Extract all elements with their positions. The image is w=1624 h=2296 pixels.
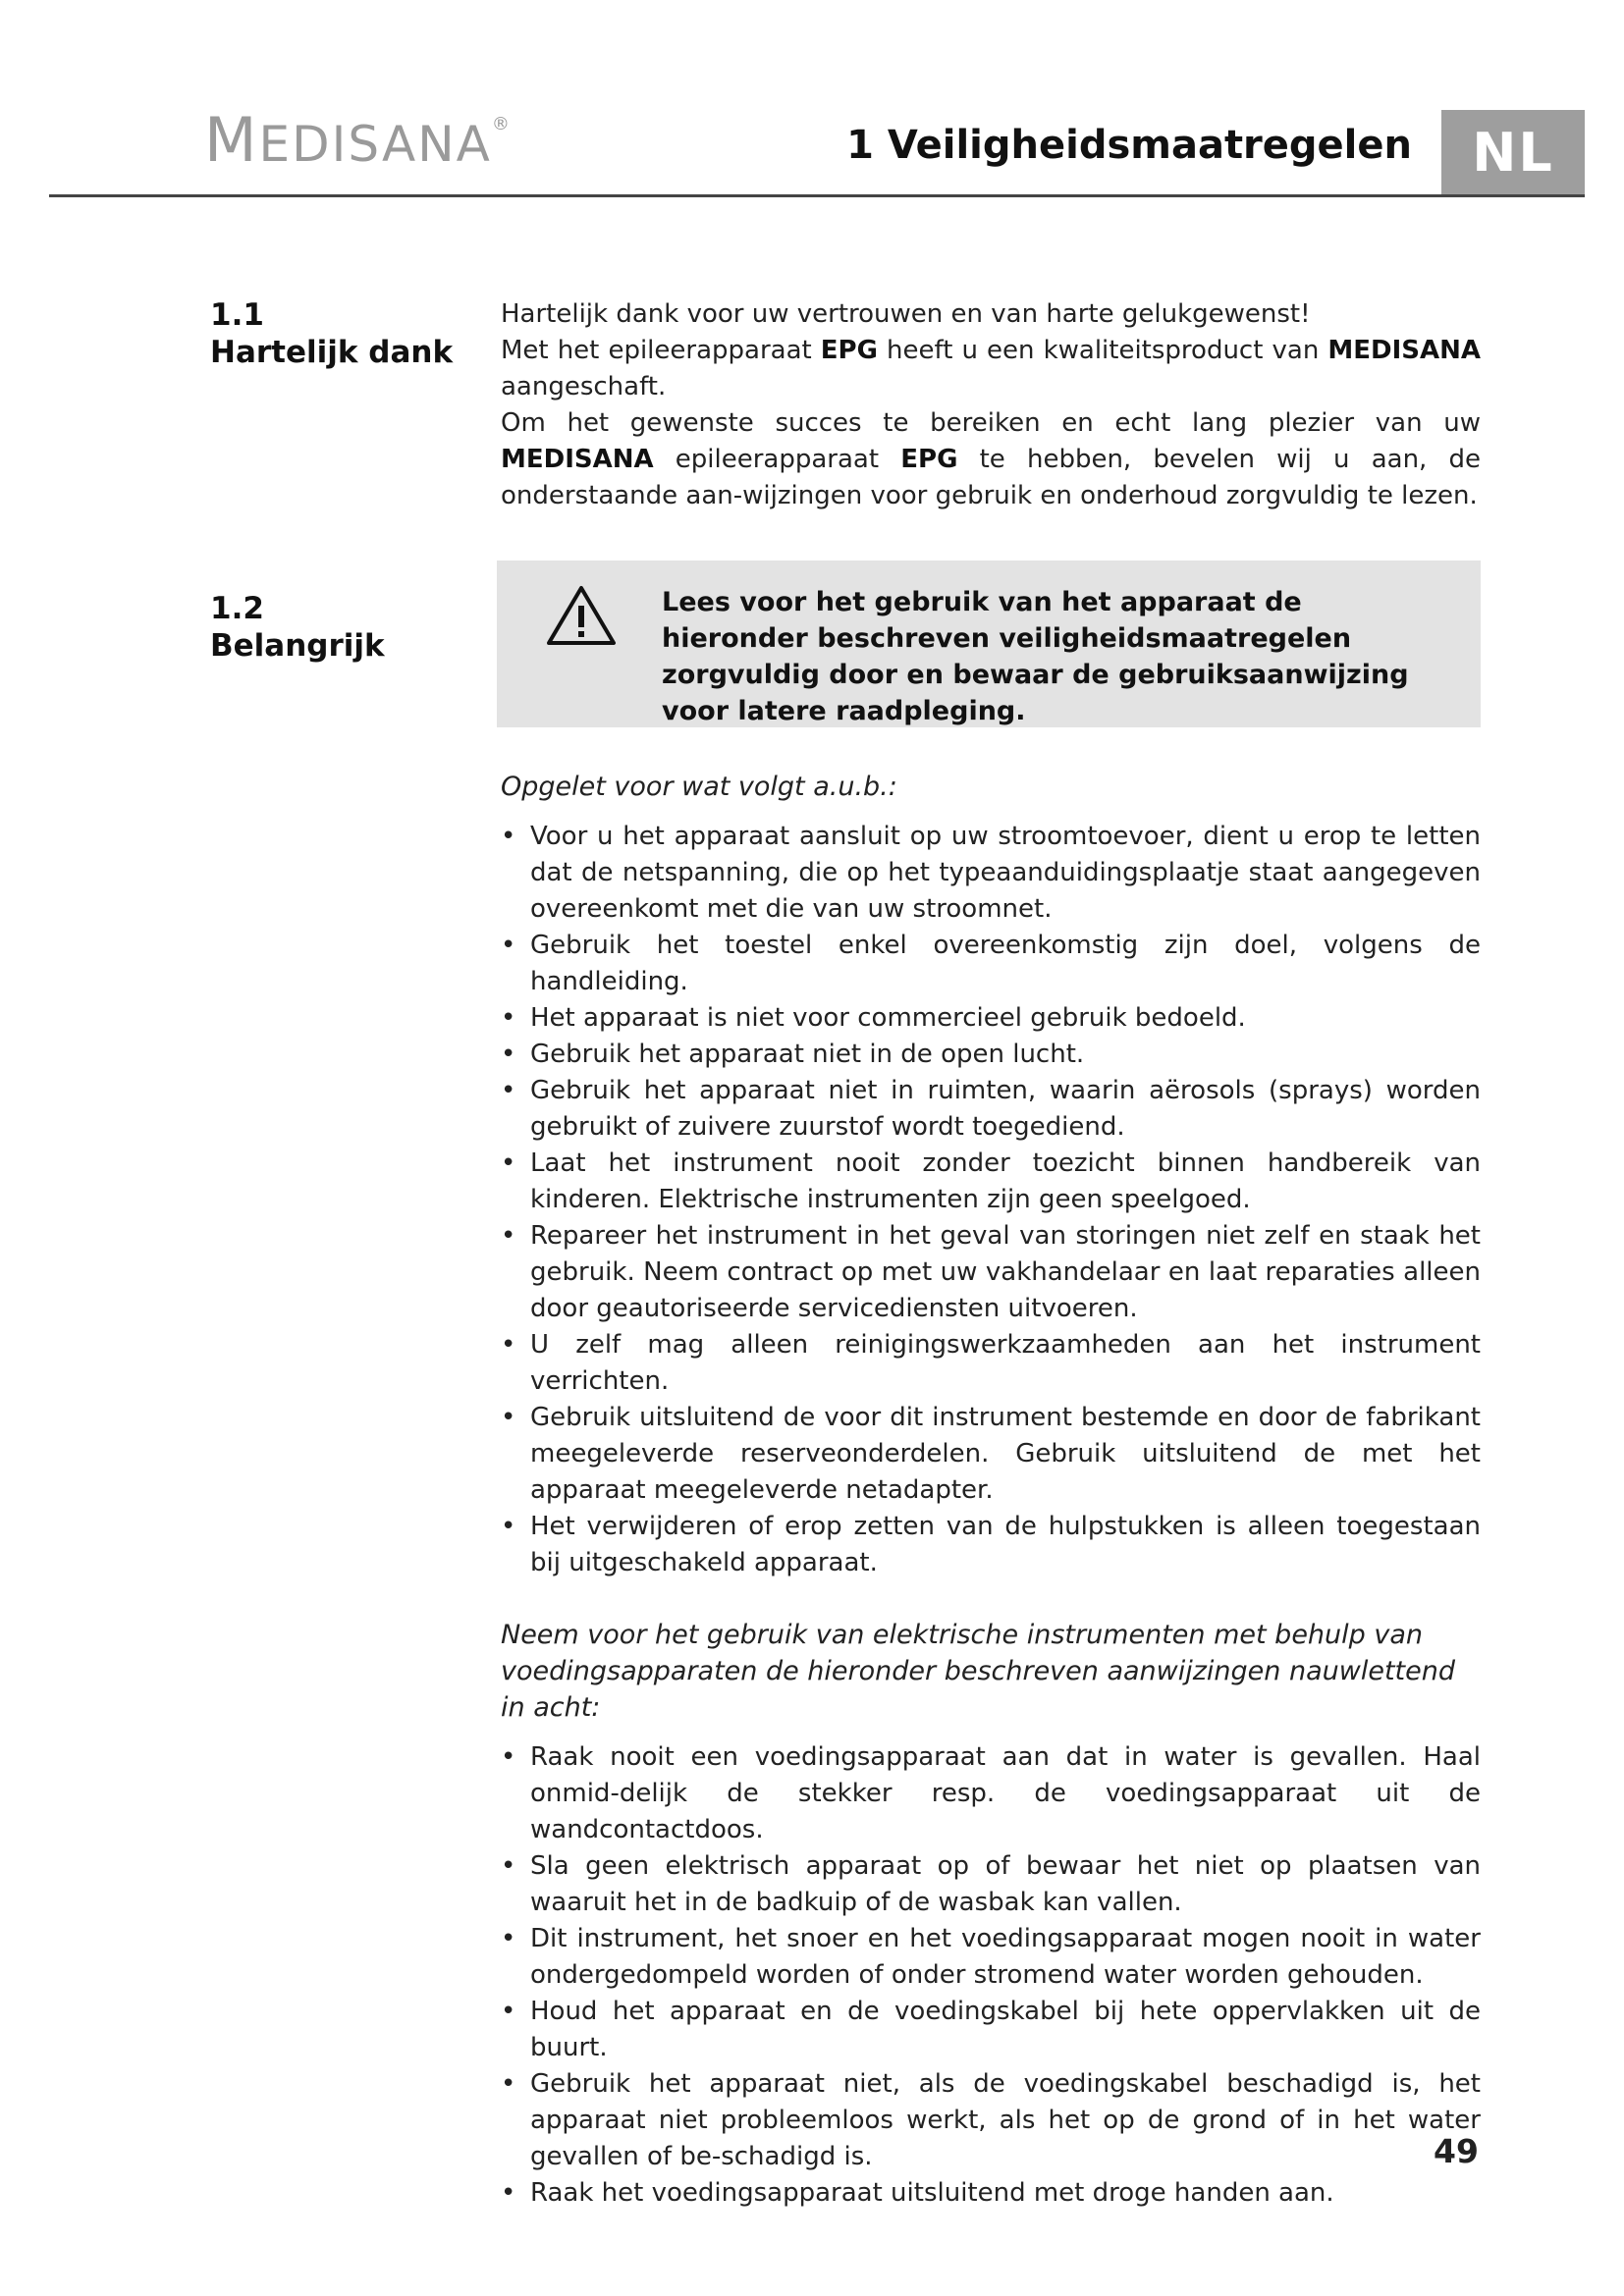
bullet-icon: • [501, 1003, 516, 1033]
brand-logo [204, 104, 512, 176]
list-item [501, 2175, 1481, 2212]
list-item-text: Houd het apparaat en de voedingskabel bij hete oppervlakken uit de buurt. [530, 1997, 1481, 2062]
bullet-icon: • [501, 822, 516, 851]
section-2-heading [210, 590, 385, 665]
list-item [501, 1921, 1481, 1994]
list-item [501, 1739, 1481, 1848]
warning-text: Lees voor het gebruik van het apparaat de hieronder beschreven veiligheidsmaatregelen zorgvuldig door en bewaar de gebruiksaanwijzing voor latere raadpleging. [662, 587, 1409, 726]
section-2-number: 1.2 [210, 591, 264, 626]
bullet-icon: • [501, 2069, 516, 2099]
list-item [501, 1327, 1481, 1400]
list-item-text: Raak nooit een voedingsapparaat aan dat in water is gevallen. Haal onmid-delijk de stekker resp. de voedingsapparaat uit de wandcontactdoos. [530, 1742, 1481, 1844]
list-item-text: Het verwijderen of erop zetten van de hulpstukken is alleen toegestaan bij uitgeschakeld apparaat. [530, 1512, 1481, 1577]
list-item [501, 1218, 1481, 1327]
section-1-heading [210, 296, 453, 371]
list-2-intro: Neem voor het gebruik van elektrische instrumenten met behulp van voedingsapparaten de hieronder beschreven aanwijzingen nauwlettend in acht: [501, 1620, 1455, 1723]
list-item-text: Gebruik het apparaat niet, als de voedingskabel beschadigd is, het apparaat niet probleemloos werkt, als het op de grond of in het water gevallen of be-schadigd is. [530, 2069, 1481, 2171]
header-divider [49, 194, 1585, 197]
list-item [501, 1073, 1481, 1146]
section-1-body [501, 296, 1481, 514]
thanks-line: Hartelijk dank voor uw vertrouwen en van harte gelukgewenst! [501, 299, 1311, 329]
list-item-text: Laat het instrument nooit zonder toezicht binnen handbereik van kinderen. Elektrische instrumenten zijn geen speelgoed. [530, 1148, 1481, 1214]
logo-registered-mark: ® [491, 114, 512, 134]
section-2-title: Belangrijk [210, 628, 385, 664]
bullet-icon: • [501, 931, 516, 960]
list-item-text: Gebruik het toestel enkel overeenkomstig zijn doel, volgens de handleiding. [530, 931, 1481, 996]
list-item [501, 819, 1481, 928]
bullet-icon: • [501, 1924, 516, 1953]
bullet-icon: • [501, 1221, 516, 1251]
bullet-icon: • [501, 1040, 516, 1069]
list-item-text: Raak het voedingsapparaat uitsluitend met droge handen aan. [530, 2178, 1334, 2208]
logo-cap: M [204, 104, 259, 176]
list-item-text: Gebruik het apparaat niet in ruimten, waarin aërosols (sprays) worden gebruikt of zuivere zuurstof wordt toegediend. [530, 1076, 1481, 1142]
warning-triangle-icon [546, 584, 617, 647]
bullet-icon: • [501, 1742, 516, 1772]
section-1-number: 1.1 [210, 297, 264, 333]
section-1-title: Hartelijk dank [210, 335, 454, 370]
list-item-text: Sla geen elektrisch apparaat op of bewaar het niet op plaatsen van waaruit het in de badkuip of de wasbak kan vallen. [530, 1851, 1481, 1917]
logo-rest: EDISANA [258, 116, 492, 173]
bullet-icon: • [501, 1403, 516, 1432]
page-number: 49 [1434, 2132, 1479, 2170]
list-item-text: U zelf mag alleen reinigingswerkzaamheden aan het instrument verrichten. [530, 1330, 1481, 1396]
bullet-icon: • [501, 1851, 516, 1881]
safety-list-1 [501, 819, 1481, 1581]
list-item [501, 1509, 1481, 1581]
list-item [501, 1037, 1481, 1073]
list-1-intro: Opgelet voor wat volgt a.u.b.: [501, 772, 897, 802]
list-item [501, 1000, 1481, 1037]
bullet-icon: • [501, 1997, 516, 2026]
list-item [501, 1400, 1481, 1509]
bullet-icon: • [501, 1076, 516, 1105]
list-item-text: Gebruik uitsluitend de voor dit instrument bestemde en door de fabrikant meegeleverde reserveonderdelen. Gebruik uitsluitend de met het apparaat meegeleverde netadapter. [530, 1403, 1481, 1505]
list-item [501, 2066, 1481, 2175]
bullet-icon: • [501, 1148, 516, 1178]
bullet-icon: • [501, 1330, 516, 1360]
list-item [501, 1146, 1481, 1218]
list-item-text: Voor u het apparaat aansluit op uw stroomtoevoer, dient u erop te letten dat de netspanning, die op het typeaanduidingsplaatje staat aangegeven overeenkomt met die van uw stroomnet. [530, 822, 1481, 924]
section-2-body [501, 769, 1481, 2212]
list-item-text: Het apparaat is niet voor commercieel gebruik bedoeld. [530, 1003, 1246, 1033]
list-item-text: Dit instrument, het snoer en het voedingsapparaat mogen nooit in water ondergedompeld worden of onder stromend water worden gehouden. [530, 1924, 1481, 1990]
list-item [501, 1848, 1481, 1921]
warning-box [497, 561, 1481, 727]
list-item-text: Gebruik het apparaat niet in de open lucht. [530, 1040, 1085, 1069]
purchase-paragraph: Met het epileerapparaat EPG heeft u een kwaliteitsproduct van MEDISANA aangeschaft. [501, 336, 1481, 401]
advice-paragraph: Om het gewenste succes te bereiken en echt lang plezier van uw MEDISANA epileerapparaat EPG te hebben, bevelen wij u aan, de onderstaande aan-wijzingen voor gebruik en onderhoud zorgvuldig te lezen. [501, 408, 1481, 510]
list-item-text: Repareer het instrument in het geval van storingen niet zelf en staak het gebruik. Neem contract op met uw vakhandelaar en laat reparaties alleen door geautoriseerde servicediensten uitvoeren. [530, 1221, 1481, 1323]
bullet-icon: • [501, 1512, 516, 1541]
bullet-icon: • [501, 2178, 516, 2208]
chapter-title: 1 Veiligheidsmaatregelen [846, 123, 1412, 168]
language-badge: NL [1441, 110, 1585, 194]
list-item [501, 1994, 1481, 2066]
safety-list-2 [501, 1739, 1481, 2212]
list-item [501, 928, 1481, 1000]
